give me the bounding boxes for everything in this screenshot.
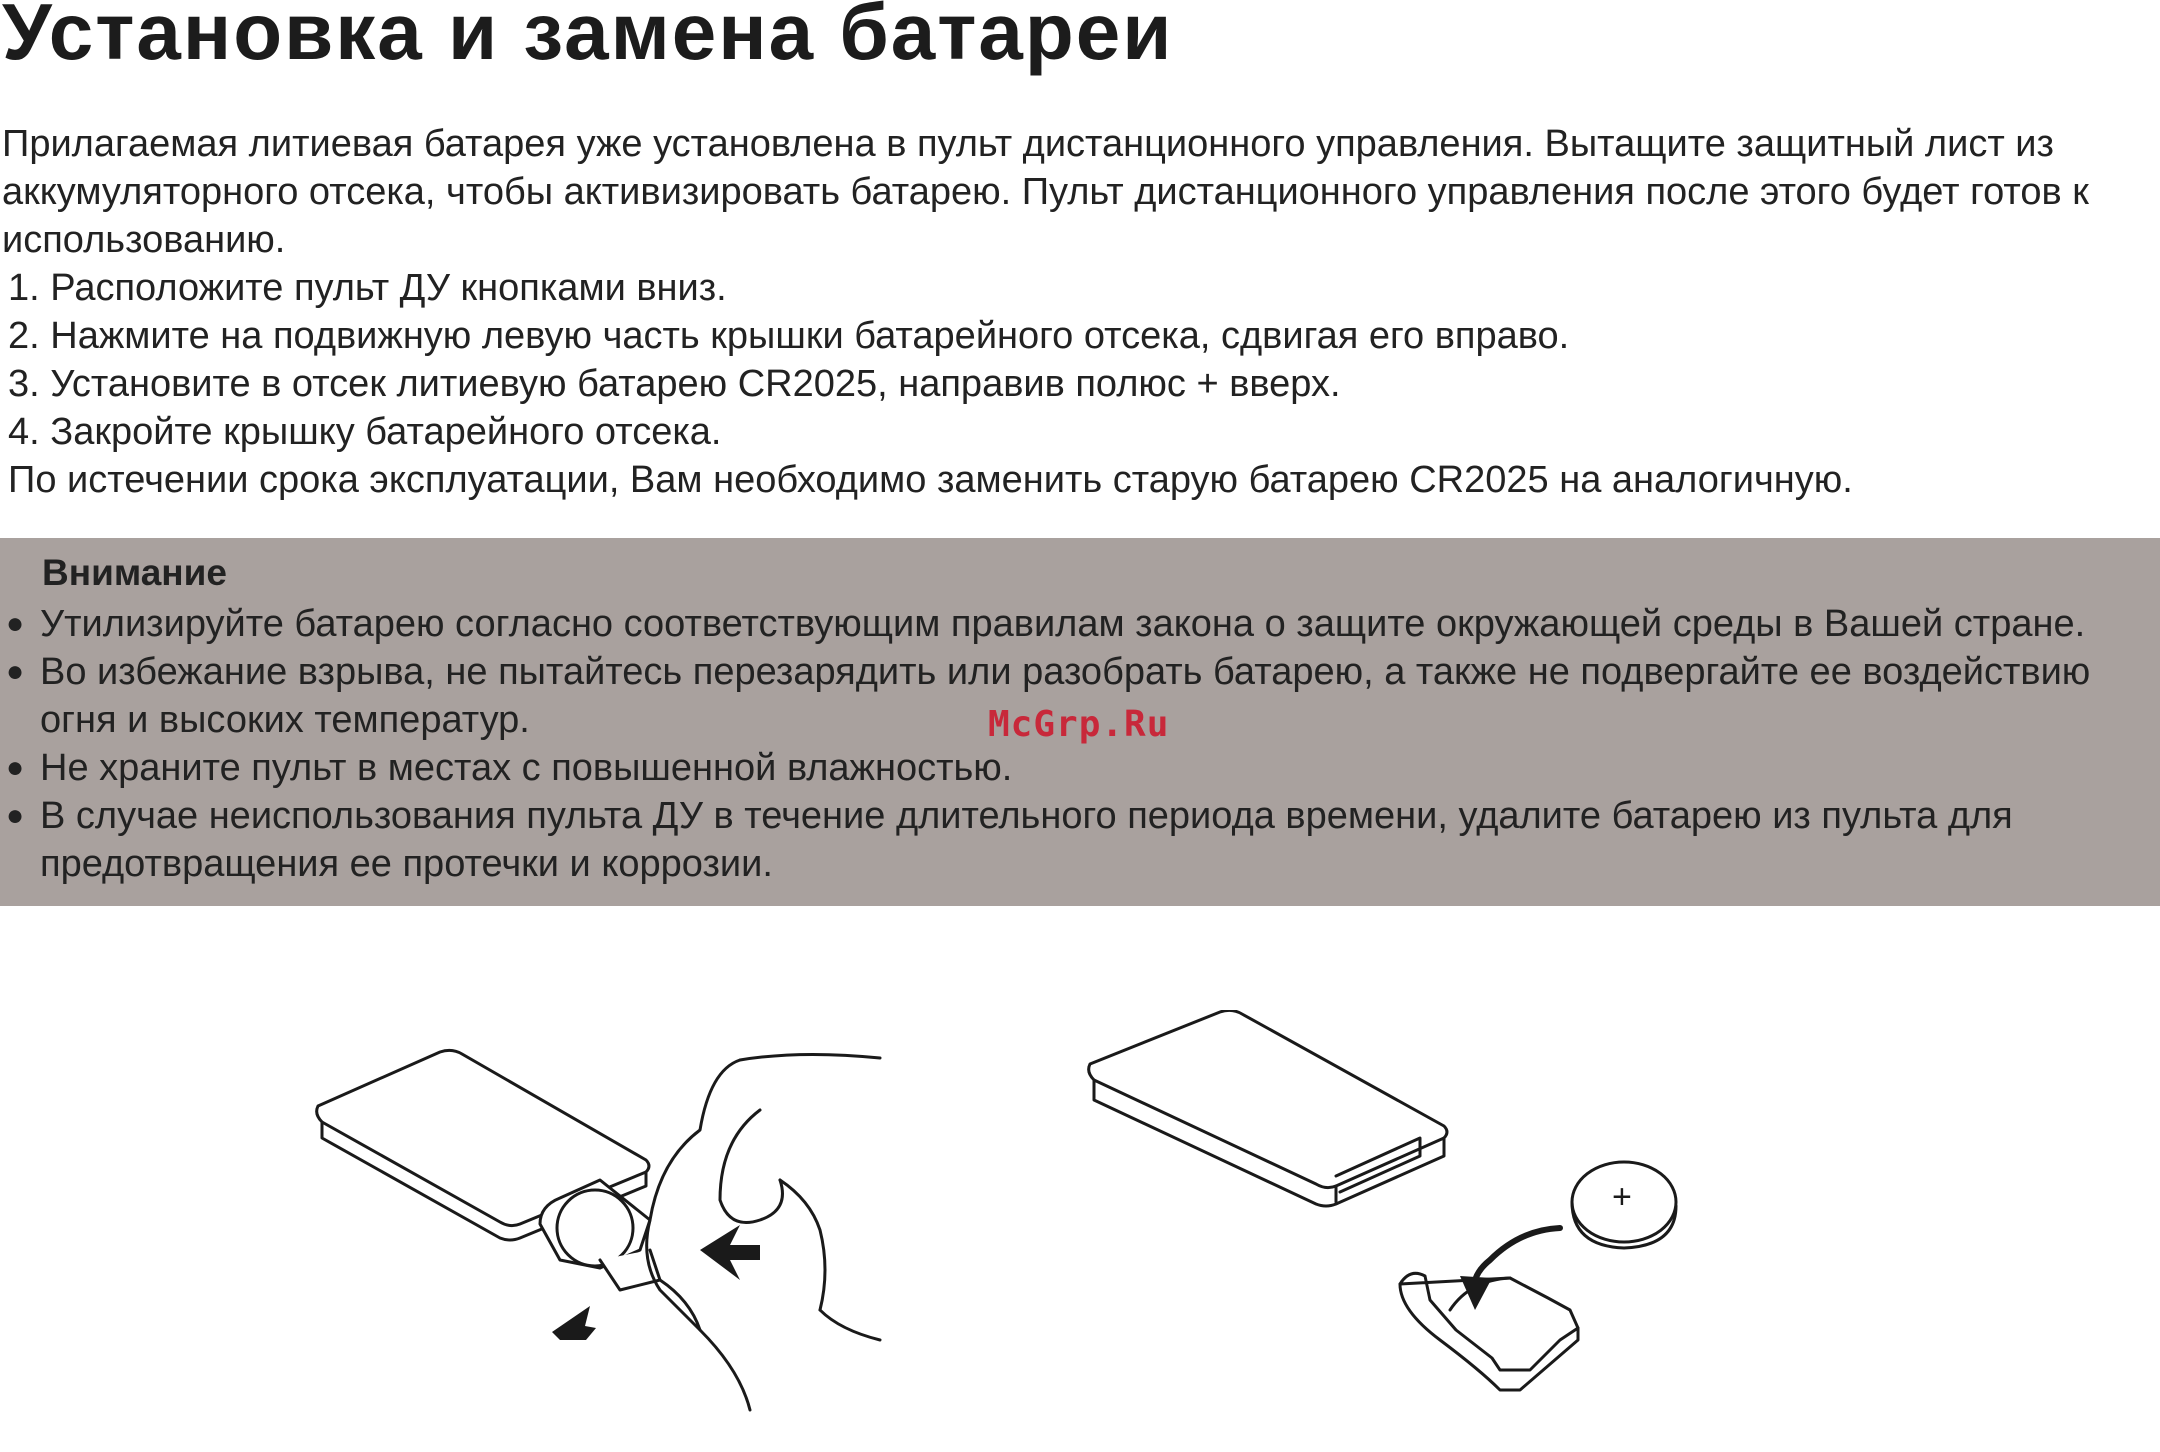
bullet-icon: ●: [6, 751, 25, 784]
warning-item-text: В случае неиспользования пульта ДУ в течение длительного периода времени, удалите батарею из пульта для предотвращения ее протечки и коррозии.: [40, 795, 2013, 885]
steps-list: [2, 264, 2152, 456]
illustrations: [0, 1010, 2160, 1430]
bullet-icon: ●: [6, 799, 25, 832]
remote-battery-insert-illustration: [1089, 1010, 1676, 1390]
intro-paragraph: Прилагаемая литиевая батарея уже установлена в пульт дистанционного управления. Вытащите защитный лист из аккумуляторного отсека, чтобы активизировать батарею. Пульт дистанционного управления после этого будет готов к использованию.: [2, 123, 2089, 261]
step-item: 3. Установите в отсек литиевую батарею CR2025, направив полюс + вверх.: [8, 363, 1341, 405]
step-item: 2. Нажмите на подвижную левую часть крышки батарейного отсека, сдвигая его вправо.: [8, 315, 1570, 357]
remote-open-tray-hand-illustration: [317, 1050, 880, 1410]
warning-title: Внимание: [42, 552, 227, 593]
warning-item-text: Во избежание взрыва, не пытайтесь перезарядить или разобрать батарею, а также не подвергайте ее воздействию огня и высоких температур.: [40, 651, 2091, 741]
closing-paragraph: По истечении срока эксплуатации, Вам необходимо заменить старую батарею CR2025 на аналогичную.: [8, 459, 1853, 501]
warning-box: [0, 538, 2160, 906]
page-title: Установка и замена батареи: [2, 0, 1174, 76]
warning-item: [0, 792, 2158, 888]
bullet-icon: ●: [6, 655, 25, 688]
warning-item: [0, 744, 2158, 792]
watermark: McGrp.Ru: [988, 704, 1170, 745]
warning-item-text: Утилизируйте батарею согласно соответствующим правилам закона о защите окружающей среды в Вашей стране.: [40, 603, 2086, 645]
warning-item-text: Не храните пульт в местах с повышенной влажностью.: [40, 747, 1013, 789]
step-item: 1. Расположите пульт ДУ кнопками вниз.: [8, 267, 727, 309]
battery-plus-label: +: [1612, 1178, 1632, 1216]
intro-section: [2, 120, 2152, 504]
step-item: 4. Закройте крышку батарейного отсека.: [8, 411, 722, 453]
warning-item: [0, 600, 2158, 648]
bullet-icon: ●: [6, 607, 25, 640]
